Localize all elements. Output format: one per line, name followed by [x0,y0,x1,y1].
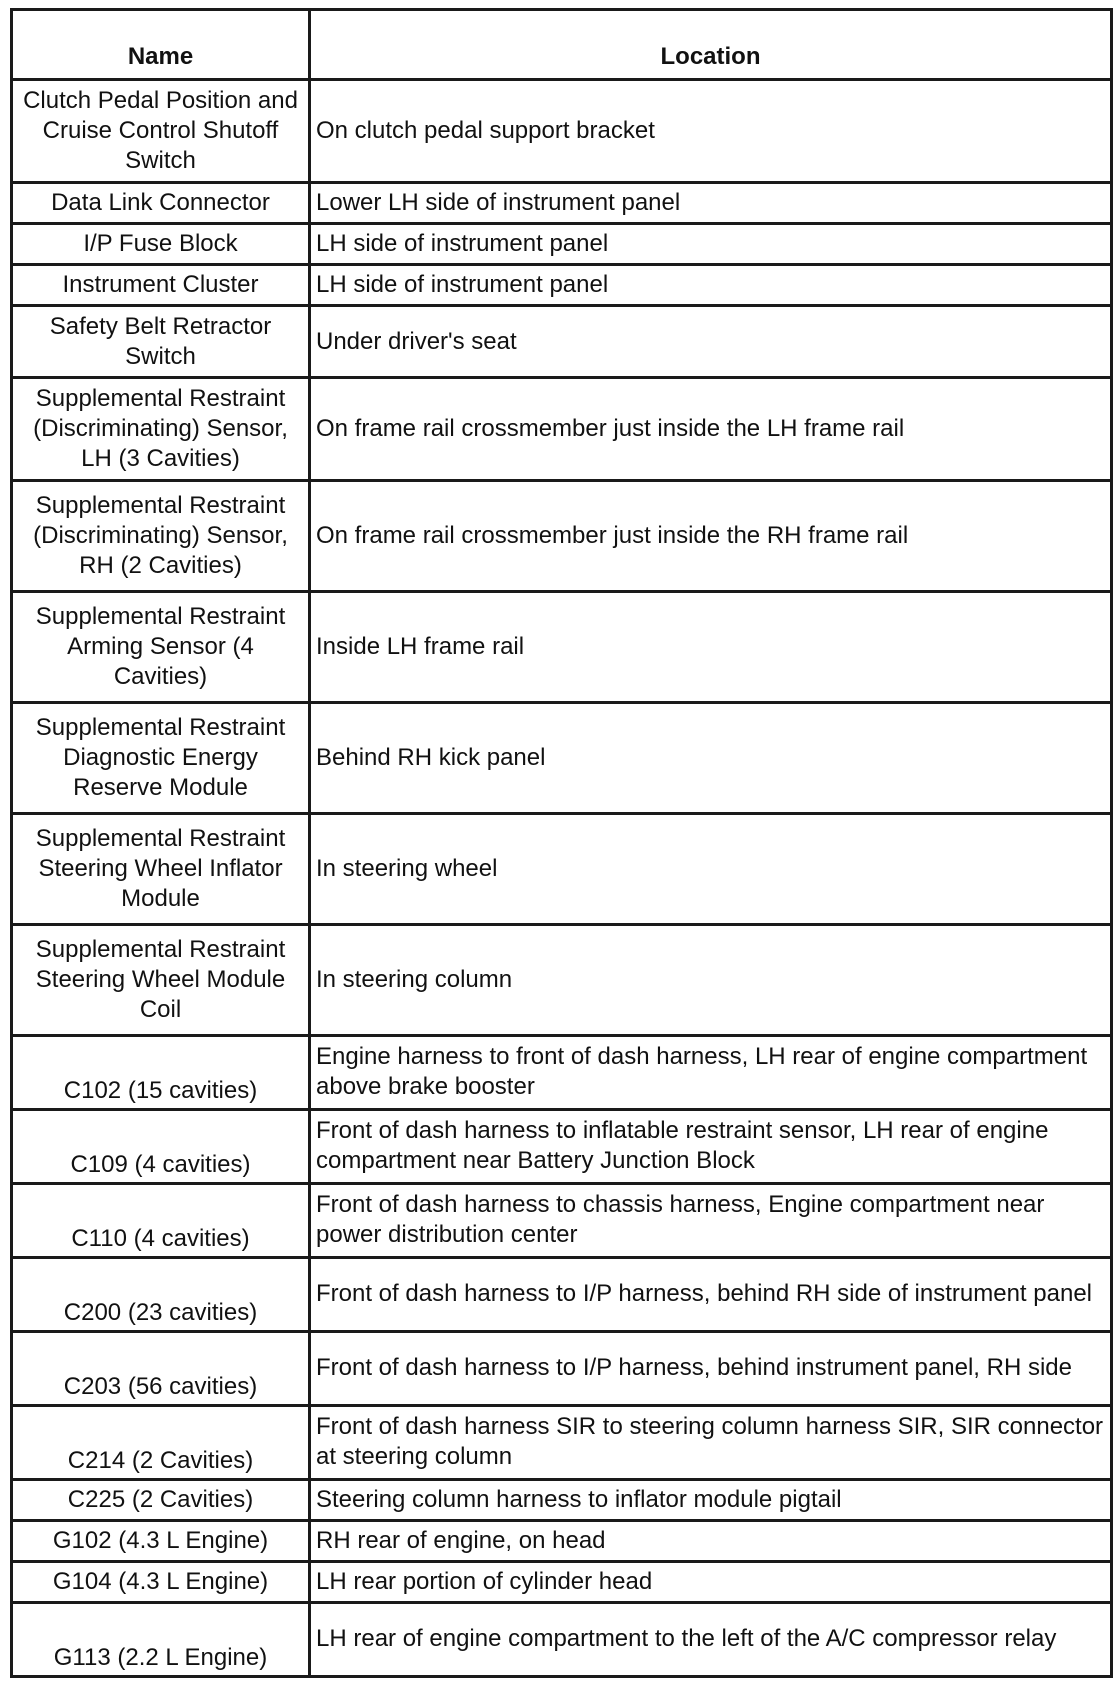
table-row [12,1109,1112,1183]
table-row [12,1331,1112,1405]
table-row [12,1035,1112,1109]
cell-location: LH rear of engine compartment to the left of the A/C compressor relay [310,1602,1112,1676]
cell-name: G104 (4.3 L Engine) [12,1561,310,1602]
cell-location: RH rear of engine, on head [310,1520,1112,1561]
document-page [10,8,1110,1678]
cell-name: Supplemental Restraint Arming Sensor (4 Cavities) [12,591,310,702]
header-name: Name [12,10,310,80]
cell-location: On frame rail crossmember just inside the RH frame rail [310,480,1112,591]
header-location: Location [310,10,1112,80]
cell-location: Lower LH side of instrument panel [310,182,1112,223]
cell-location: Engine harness to front of dash harness, LH rear of engine compartment above brake booster [310,1035,1112,1109]
cell-name: Clutch Pedal Position and Cruise Control Shutoff Switch [12,80,310,183]
cell-name: C109 (4 cavities) [12,1109,310,1183]
table-row [12,1183,1112,1257]
cell-name: Supplemental Restraint (Discriminating) Sensor, RH (2 Cavities) [12,480,310,591]
cell-name: Instrument Cluster [12,264,310,305]
cell-name: G113 (2.2 L Engine) [12,1602,310,1676]
cell-location: Front of dash harness to inflatable restraint sensor, LH rear of engine compartment near Battery Junction Block [310,1109,1112,1183]
cell-name: C214 (2 Cavities) [12,1405,310,1479]
table-row [12,480,1112,591]
cell-location: Front of dash harness to chassis harness, Engine compartment near power distribution center [310,1183,1112,1257]
table-row [12,813,1112,924]
cell-location: Behind RH kick panel [310,702,1112,813]
cell-name: G102 (4.3 L Engine) [12,1520,310,1561]
cell-location: Front of dash harness SIR to steering column harness SIR, SIR connector at steering column [310,1405,1112,1479]
table-row [12,377,1112,480]
table-row [12,1257,1112,1331]
cell-location: In steering wheel [310,813,1112,924]
table-row [12,264,1112,305]
cell-name: C200 (23 cavities) [12,1257,310,1331]
cell-name: C102 (15 cavities) [12,1035,310,1109]
table-row [12,1405,1112,1479]
table-row [12,591,1112,702]
cell-location: Front of dash harness to I/P harness, behind RH side of instrument panel [310,1257,1112,1331]
cell-location: LH rear portion of cylinder head [310,1561,1112,1602]
cell-name: Supplemental Restraint Steering Wheel Inflator Module [12,813,310,924]
cell-name: Supplemental Restraint Diagnostic Energy Reserve Module [12,702,310,813]
table-header-row [12,10,1112,80]
table-row [12,182,1112,223]
cell-location: In steering column [310,924,1112,1035]
cell-location: LH side of instrument panel [310,223,1112,264]
table-row [12,80,1112,183]
table-row [12,924,1112,1035]
cell-location: Inside LH frame rail [310,591,1112,702]
cell-location: On clutch pedal support bracket [310,80,1112,183]
cell-name: Supplemental Restraint Steering Wheel Module Coil [12,924,310,1035]
table-row [12,1520,1112,1561]
table-row [12,702,1112,813]
cell-name: C203 (56 cavities) [12,1331,310,1405]
table-row [12,223,1112,264]
component-location-table [10,8,1113,1678]
cell-name: Safety Belt Retractor Switch [12,306,310,378]
cell-location: Front of dash harness to I/P harness, behind instrument panel, RH side [310,1331,1112,1405]
cell-location: Steering column harness to inflator module pigtail [310,1479,1112,1520]
cell-location: Under driver's seat [310,306,1112,378]
table-row [12,1561,1112,1602]
cell-name: C110 (4 cavities) [12,1183,310,1257]
cell-location: LH side of instrument panel [310,264,1112,305]
cell-name: I/P Fuse Block [12,223,310,264]
table-row [12,1479,1112,1520]
table-row [12,1602,1112,1676]
cell-name: C225 (2 Cavities) [12,1479,310,1520]
cell-name: Data Link Connector [12,182,310,223]
cell-name: Supplemental Restraint (Discriminating) Sensor, LH (3 Cavities) [12,377,310,480]
cell-location: On frame rail crossmember just inside the LH frame rail [310,377,1112,480]
table-row [12,306,1112,378]
